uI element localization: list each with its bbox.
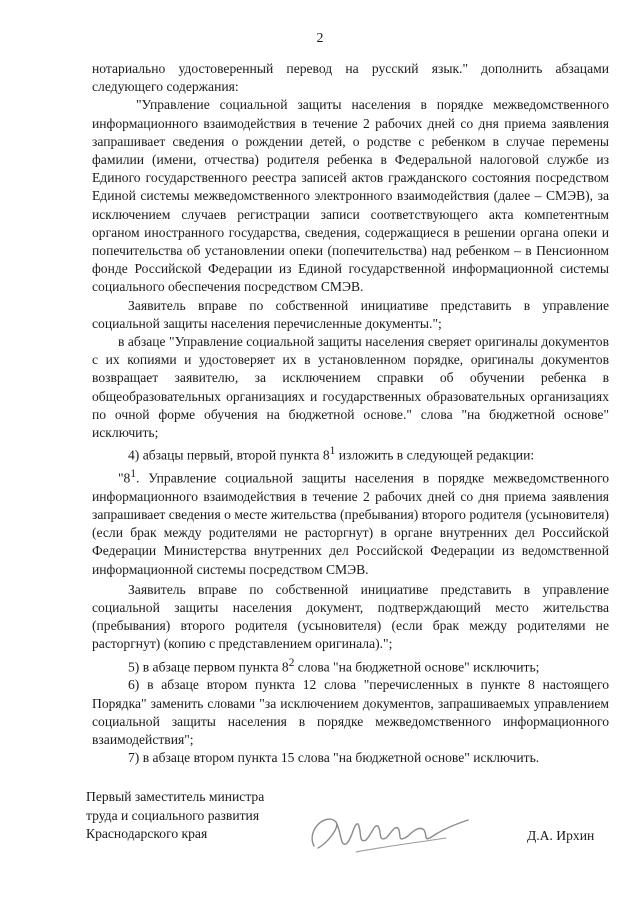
page-number: 2 — [316, 31, 324, 46]
paragraph-amend-originals: в абзаце "Управление социальной защиты населения сверяет оригиналы документов с их копиями и удостоверяет их в установленном порядке, оригиналы документов возвращает заявителю, за исключением справки об обучении ребенка в общеобразовательных организациях и государственных образовательных организациях по очной форме обучения на бюджетной основе." слова "на бюджетной основе" исключить; — [92, 334, 609, 441]
paragraph-item-5: 5) в абзаце первом пункта $8^2$ слова "на бюджетной основе" исключить; — [128, 656, 540, 675]
paragraph-item-4: 4) абзацы первый, второй пункта $8^1$ изложить в следующей редакции: — [128, 445, 535, 463]
handwritten-signature — [296, 800, 476, 870]
signature-title — [86, 788, 264, 844]
paragraph-applicant-right-2: Заявитель вправе по собственной инициативе представить в управление социальной защиты населения документ, подтверждающий место жительства (пребывания) второго родителя (усыновителя) (если брак между родителями не расторгнут) (копию с представлением оригинала)."; — [92, 581, 609, 652]
signatory-name: Д.А. Ирхин — [527, 828, 595, 843]
paragraph-item-6: 6) в абзаце втором пункта 12 слова "перечисленных в пункте 8 настоящего Порядка" заменить словами "за исключением документов, запрашиваемых управлением социальной защиты населения в порядке межведомственного информационного взаимодействия"; — [92, 677, 609, 747]
signature-title-line-2: труда и социального развития — [86, 807, 260, 823]
paragraph-applicant-right-1: Заявитель вправе по собственной инициативе представить в управление социальной защиты населения перечисленные документы."; — [92, 297, 609, 331]
document-body — [92, 60, 609, 767]
signature-title-line-1: Первый заместитель министра — [86, 789, 265, 804]
paragraph-item-7: 7) в абзаце втором пункта 15 слова "на бюджетной основе" исключить. — [128, 750, 540, 766]
paragraph-intro: нотариально удостоверенный перевод на русский язык." дополнить абзацами следующего содержания: — [92, 61, 609, 95]
paragraph-smev-request: "Управление социальной защиты населения в порядке межведомственного информационного взаимодействия в течение 2 рабочих дней со дня приема заявления запрашивает сведения о рождении детей, о родстве с ребенком в случае перемены фамилии (имени, отчества) родителя ребенка в Федеральной налоговой службе из Единого государственного реестра записей актов гражданского состояния посредством Единой системы межведомственного электронного взаимодействия (далее – СМЭВ), за исключением случаев регистрации записи соответствующего акта компетентным органом иностранного государства, сведения, содержащиеся в решении органа опеки и попечительства об установлении опеки (попечительства) над ребенком – в Пенсионном фонде Российской Федерации из Единой государственной информационной системы социального обеспечения посредством СМЭВ. — [92, 97, 609, 295]
signature-title-line-3: Краснодарского края — [86, 826, 208, 841]
paragraph-item-8-1: "$8^1$. Управление социальной защиты населения в порядке межведомственного информационного взаимодействия в течение 2 рабочих дней со дня приема заявления запрашивает сведения о месте жительства (пребывания) второго родителя (усыновителя) (если брак между родителями не расторгнут) в органе внутренних дел Российской Федерации Министерства внутренних дел Российской Федерации из ведомственной информационной системы посредством СМЭВ. — [92, 468, 609, 577]
